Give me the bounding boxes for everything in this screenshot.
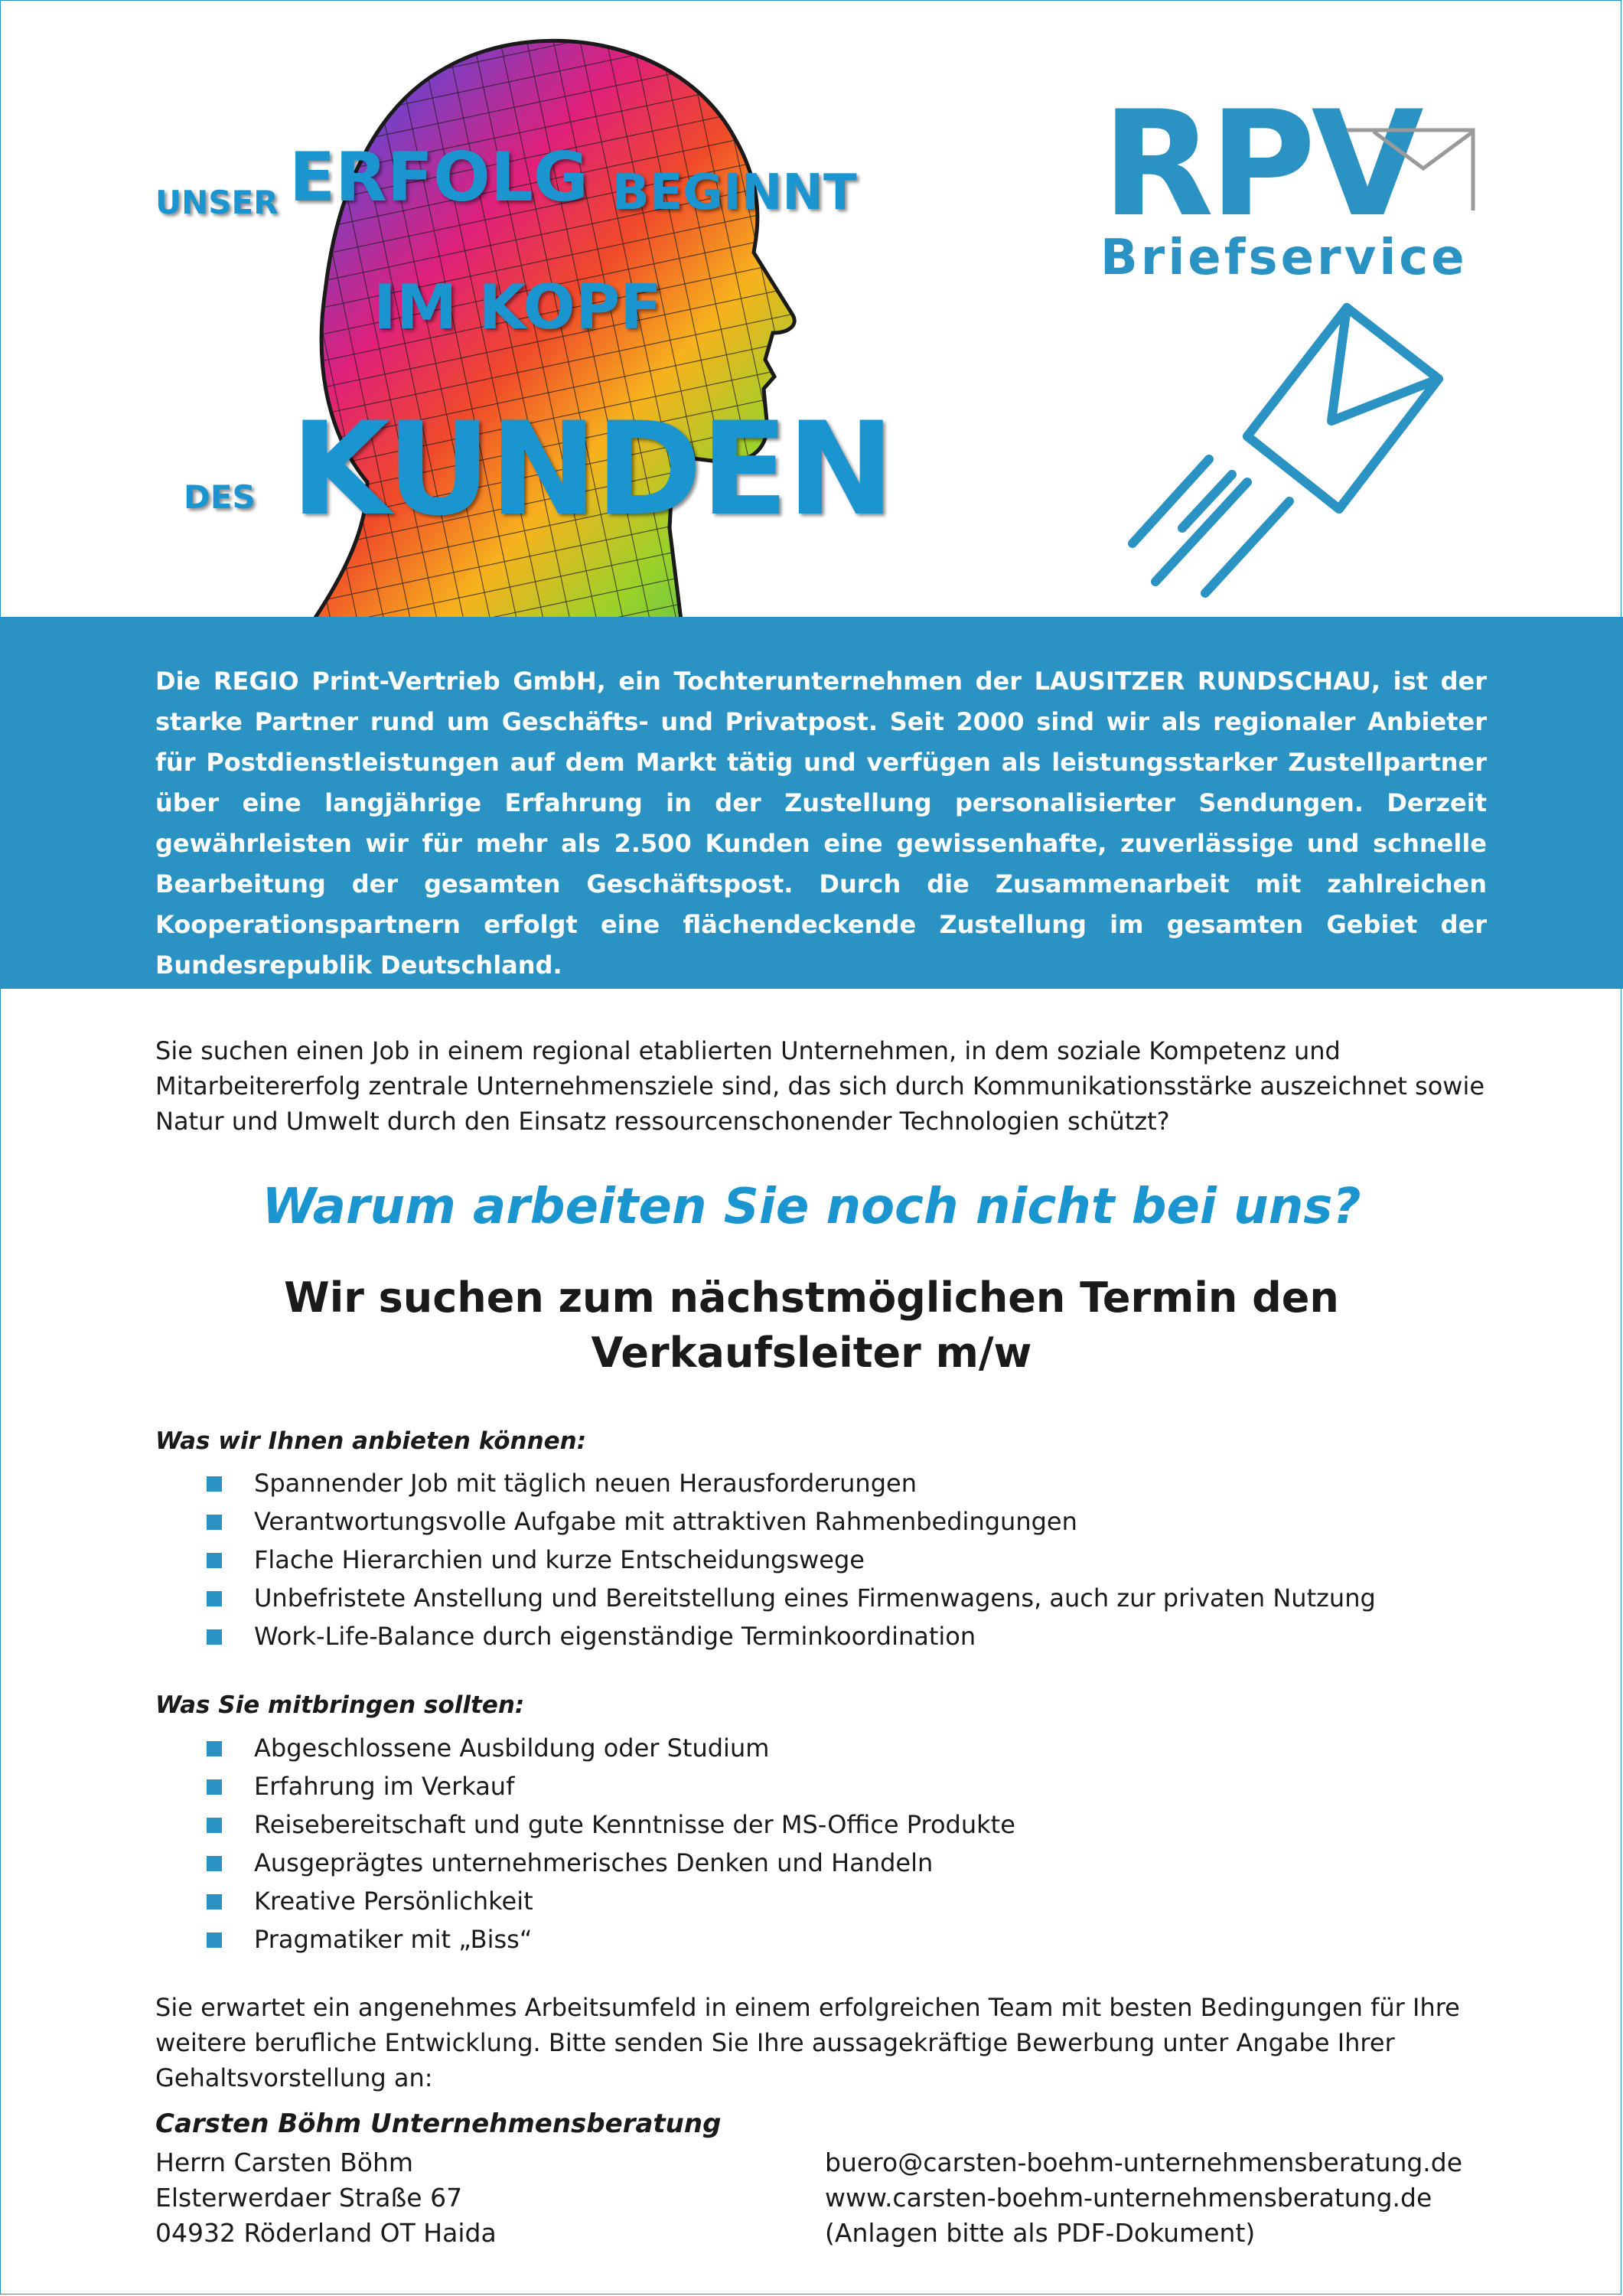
list-item-text: Erfahrung im Verkauf [254, 1772, 515, 1801]
list-item-text: Kreative Persönlichkeit [254, 1887, 533, 1916]
job-title-line-2: Verkaufsleiter m/w [591, 1329, 1032, 1377]
slogan-unser: UNSER [155, 184, 279, 221]
square-bullet-icon [207, 1741, 222, 1756]
offer-section-title: Was wir Ihnen anbieten können: [155, 1427, 587, 1455]
square-bullet-icon [207, 1856, 222, 1871]
contact-street: Elsterwerdaer Straße 67 [155, 2183, 463, 2213]
list-item [207, 1882, 1015, 1920]
flying-envelope-icon [1125, 298, 1446, 605]
list-item-text: Reisebereitschaft und gute Kenntnisse der MS-Office Produkte [254, 1810, 1015, 1839]
square-bullet-icon [207, 1591, 222, 1606]
requirements-section-title: Was Sie mitbringen sollten: [155, 1691, 525, 1719]
list-item [207, 1502, 1376, 1541]
square-bullet-icon [207, 1629, 222, 1645]
contact-city: 04932 Röderland OT Haida [155, 2218, 497, 2248]
contact-website-link[interactable]: www.carsten-boehm-unternehmensberatung.de [825, 2183, 1432, 2213]
list-item-text: Pragmatiker mit „Biss“ [254, 1925, 533, 1954]
rpv-logo [1087, 80, 1477, 291]
square-bullet-icon [207, 1779, 222, 1795]
closing-paragraph: Sie erwartet ein angenehmes Arbeitsumfeld in einem erfolgreichen Team mit besten Bedingungen für Ihre weitere berufliche Entwicklung. Bitte senden Sie Ihre aussagekräftige Bewerbung unter Angabe Ihrer Gehaltsvorstellung an: [155, 1993, 1460, 2092]
contact-company: Carsten Böhm Unternehmensberatung [155, 2108, 722, 2139]
square-bullet-icon [207, 1818, 222, 1833]
list-item [207, 1920, 1015, 1958]
list-item [207, 1729, 1015, 1767]
list-item [207, 1805, 1015, 1844]
list-item [207, 1844, 1015, 1882]
intro-band [0, 617, 1623, 989]
square-bullet-icon [207, 1894, 222, 1910]
square-bullet-icon [207, 1932, 222, 1948]
list-item-text: Verantwortungsvolle Aufgabe mit attraktiven Rahmenbedingungen [254, 1507, 1077, 1536]
slogan-des: DES [184, 478, 256, 516]
list-item-text: Unbefristete Anstellung und Bereitstellung eines Firmenwagens, auch zur privaten Nutzung [254, 1583, 1376, 1613]
list-item-text: Work-Life-Balance durch eigenständige Terminkoordination [254, 1622, 976, 1651]
offer-list [207, 1464, 1376, 1655]
job-title [0, 1270, 1623, 1381]
list-item-text: Flache Hierarchien und kurze Entscheidungswege [254, 1545, 865, 1574]
contact-name: Herrn Carsten Böhm [155, 2148, 414, 2177]
slogan-beginnt: BEGINNT [612, 165, 857, 221]
logo-envelope-icon [1316, 115, 1481, 222]
contact-online [825, 2145, 1462, 2251]
company-intro-text: Die REGIO Print-Vertrieb GmbH, ein Tochterunternehmen der LAUSITZER RUNDSCHAU, ist der starke Partner rund um Geschäfts- und Privatpost. Seit 2000 sind wir als regionaler Anbieter für Postdienstleistungen auf dem Markt tätig und verfügen als leistungsstarker Zustellpartner über eine langjährige Erfahrung in der Zustellung personalisierter Sendungen. Derzeit gewährleisten wir für mehr als 2.500 Kunden eine gewissenhafte, zuverlässige und schnelle Bearbeitung der gesamten Geschäftspost. Durch die Zusammenarbeit mit zahlreichen Kooperationspartnern erfolgt eine flächendeckende Zustellung im gesamten Gebiet der Bundesrepublik Deutschland. [155, 667, 1487, 980]
square-bullet-icon [207, 1553, 222, 1568]
list-item [207, 1464, 1376, 1502]
list-item [207, 1617, 1376, 1655]
headline: Warum arbeiten Sie noch nicht bei uns? [262, 1179, 1361, 1235]
question-paragraph: Sie suchen einen Job in einem regional etablierten Unternehmen, in dem soziale Kompetenz und Mitarbeitererfolg zentrale Unternehmensziele sind, das sich durch Kommunikationsstärke auszeichnet sowie Natur und Umwelt durch den Einsatz ressourcenschonender Technologien schützt? [155, 1036, 1485, 1136]
contact-note: (Anlagen bitte als PDF-Dokument) [825, 2218, 1256, 2248]
requirements-list [207, 1729, 1015, 1958]
contact-email-link[interactable]: buero@carsten-boehm-unternehmensberatung.de [825, 2148, 1463, 2177]
square-bullet-icon [207, 1476, 222, 1492]
slogan-im-kopf: IM KOPF [373, 272, 662, 343]
list-item [207, 1579, 1376, 1617]
list-item [207, 1541, 1376, 1579]
list-item-text: Spannender Job mit täglich neuen Herausforderungen [254, 1469, 917, 1498]
slogan-erfolg: ERFOLG [289, 138, 589, 217]
slogan-kunden: KUNDEN [291, 394, 894, 544]
contact-address [155, 2145, 497, 2251]
square-bullet-icon [207, 1515, 222, 1530]
logo-letters: RPV [1102, 80, 1419, 249]
list-item-text: Ausgeprägtes unternehmerisches Denken und Handeln [254, 1848, 934, 1877]
job-title-line-1: Wir suchen zum nächstmöglichen Termin den [284, 1274, 1339, 1322]
logo-subtitle: Briefservice [1100, 230, 1468, 286]
list-item [207, 1767, 1015, 1805]
list-item-text: Abgeschlossene Ausbildung oder Studium [254, 1733, 770, 1763]
